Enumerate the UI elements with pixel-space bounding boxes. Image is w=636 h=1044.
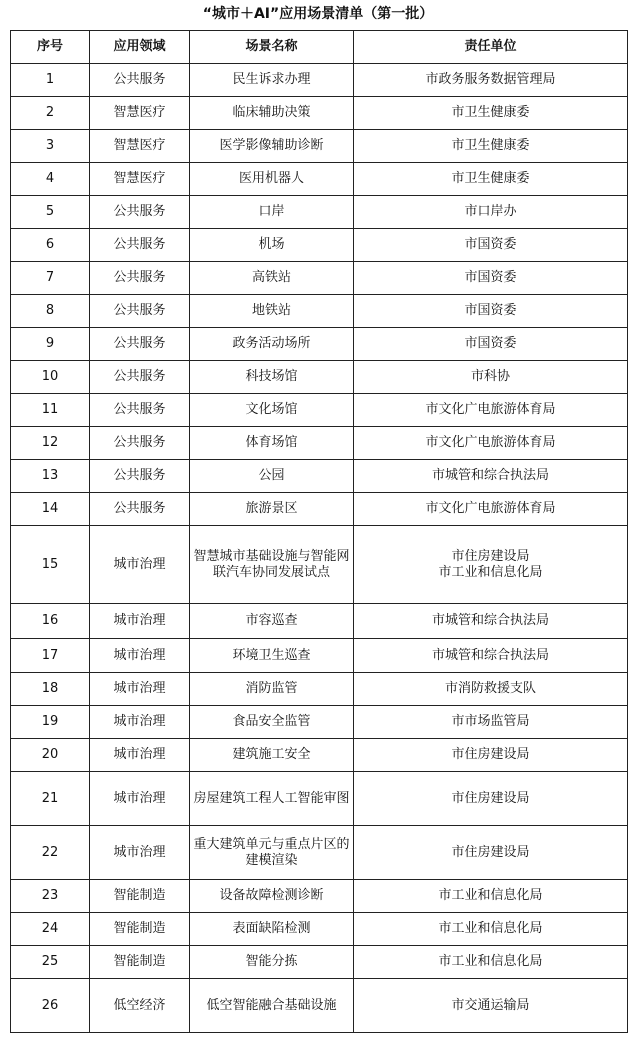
cell-no: 25 [11, 946, 90, 979]
cell-scene: 低空智能融合基础设施 [190, 979, 354, 1033]
cell-scene: 科技场馆 [190, 361, 354, 394]
cell-field: 公共服务 [90, 361, 190, 394]
cell-field: 公共服务 [90, 328, 190, 361]
cell-field: 公共服务 [90, 262, 190, 295]
cell-unit: 市交通运输局 [354, 979, 628, 1033]
cell-field: 城市治理 [90, 673, 190, 706]
table-row [11, 262, 628, 295]
cell-unit: 市城管和综合执法局 [354, 460, 628, 493]
cell-no: 22 [11, 826, 90, 880]
table-row [11, 493, 628, 526]
cell-field: 城市治理 [90, 526, 190, 604]
cell-scene: 建筑施工安全 [190, 739, 354, 772]
cell-no: 16 [11, 604, 90, 639]
cell-scene: 地铁站 [190, 295, 354, 328]
table-row [11, 526, 628, 604]
cell-unit: 市政务服务数据管理局 [354, 64, 628, 97]
cell-field: 城市治理 [90, 604, 190, 639]
cell-unit: 市卫生健康委 [354, 163, 628, 196]
cell-scene: 房屋建筑工程人工智能审图 [190, 772, 354, 826]
cell-field: 智能制造 [90, 913, 190, 946]
table-row [11, 196, 628, 229]
cell-unit: 市住房建设局 [354, 772, 628, 826]
cell-field: 城市治理 [90, 772, 190, 826]
table-row [11, 295, 628, 328]
cell-no: 13 [11, 460, 90, 493]
cell-field: 智能制造 [90, 946, 190, 979]
cell-scene: 机场 [190, 229, 354, 262]
cell-unit: 市口岸办 [354, 196, 628, 229]
table-row [11, 394, 628, 427]
cell-unit: 市文化广电旅游体育局 [354, 427, 628, 460]
table-row [11, 826, 628, 880]
cell-scene: 医用机器人 [190, 163, 354, 196]
cell-field: 城市治理 [90, 639, 190, 673]
cell-field: 智慧医疗 [90, 130, 190, 163]
cell-scene: 旅游景区 [190, 493, 354, 526]
header-field: 应用领域 [90, 31, 190, 64]
table-row [11, 772, 628, 826]
cell-field: 公共服务 [90, 460, 190, 493]
cell-no: 17 [11, 639, 90, 673]
table-row [11, 427, 628, 460]
cell-no: 23 [11, 880, 90, 913]
cell-no: 2 [11, 97, 90, 130]
header-no: 序号 [11, 31, 90, 64]
cell-unit: 市消防救援支队 [354, 673, 628, 706]
table-row [11, 673, 628, 706]
table-header-row [11, 31, 628, 64]
cell-unit: 市城管和综合执法局 [354, 604, 628, 639]
cell-field: 城市治理 [90, 826, 190, 880]
cell-no: 24 [11, 913, 90, 946]
table-row [11, 913, 628, 946]
table-row [11, 64, 628, 97]
cell-no: 11 [11, 394, 90, 427]
cell-field: 公共服务 [90, 196, 190, 229]
cell-no: 6 [11, 229, 90, 262]
cell-unit: 市工业和信息化局 [354, 946, 628, 979]
table-row [11, 163, 628, 196]
cell-field: 公共服务 [90, 394, 190, 427]
scenario-table [10, 30, 628, 1033]
cell-scene: 市容巡查 [190, 604, 354, 639]
cell-no: 20 [11, 739, 90, 772]
cell-field: 智能制造 [90, 880, 190, 913]
cell-unit: 市市场监管局 [354, 706, 628, 739]
cell-no: 3 [11, 130, 90, 163]
cell-no: 21 [11, 772, 90, 826]
cell-field: 公共服务 [90, 64, 190, 97]
cell-scene: 临床辅助决策 [190, 97, 354, 130]
cell-unit: 市住房建设局 [354, 739, 628, 772]
cell-no: 8 [11, 295, 90, 328]
cell-no: 15 [11, 526, 90, 604]
table-row [11, 97, 628, 130]
cell-unit: 市文化广电旅游体育局 [354, 394, 628, 427]
cell-scene: 智慧城市基础设施与智能网联汽车协同发展试点 [190, 526, 354, 604]
header-scene: 场景名称 [190, 31, 354, 64]
cell-no: 18 [11, 673, 90, 706]
cell-no: 4 [11, 163, 90, 196]
cell-field: 公共服务 [90, 295, 190, 328]
cell-unit: 市国资委 [354, 229, 628, 262]
cell-field: 低空经济 [90, 979, 190, 1033]
cell-unit: 市卫生健康委 [354, 130, 628, 163]
cell-field: 城市治理 [90, 706, 190, 739]
cell-no: 19 [11, 706, 90, 739]
table-row [11, 328, 628, 361]
table-row [11, 880, 628, 913]
cell-field: 智慧医疗 [90, 163, 190, 196]
cell-field: 公共服务 [90, 427, 190, 460]
cell-unit: 市国资委 [354, 262, 628, 295]
cell-unit: 市工业和信息化局 [354, 913, 628, 946]
table-row [11, 460, 628, 493]
cell-scene: 高铁站 [190, 262, 354, 295]
cell-no: 7 [11, 262, 90, 295]
cell-unit: 市卫生健康委 [354, 97, 628, 130]
cell-scene: 体育场馆 [190, 427, 354, 460]
table-row [11, 130, 628, 163]
table-row [11, 361, 628, 394]
cell-no: 5 [11, 196, 90, 229]
cell-no: 9 [11, 328, 90, 361]
table-body [11, 64, 628, 1033]
header-unit: 责任单位 [354, 31, 628, 64]
cell-scene: 环境卫生巡查 [190, 639, 354, 673]
cell-scene: 食品安全监管 [190, 706, 354, 739]
cell-scene: 政务活动场所 [190, 328, 354, 361]
cell-scene: 口岸 [190, 196, 354, 229]
cell-field: 智慧医疗 [90, 97, 190, 130]
cell-no: 10 [11, 361, 90, 394]
cell-no: 12 [11, 427, 90, 460]
page-title: “城市＋AI”应用场景清单（第一批） [202, 6, 434, 22]
cell-scene: 民生诉求办理 [190, 64, 354, 97]
table-row [11, 979, 628, 1033]
cell-field: 城市治理 [90, 739, 190, 772]
cell-scene: 重大建筑单元与重点片区的建模渲染 [190, 826, 354, 880]
cell-no: 26 [11, 979, 90, 1033]
table-row [11, 739, 628, 772]
table-row [11, 639, 628, 673]
cell-unit: 市国资委 [354, 328, 628, 361]
table-row [11, 604, 628, 639]
cell-unit: 市住房建设局 [354, 826, 628, 880]
cell-unit: 市城管和综合执法局 [354, 639, 628, 673]
cell-scene: 公园 [190, 460, 354, 493]
cell-scene: 消防监管 [190, 673, 354, 706]
cell-unit: 市科协 [354, 361, 628, 394]
cell-unit: 市文化广电旅游体育局 [354, 493, 628, 526]
cell-scene: 设备故障检测诊断 [190, 880, 354, 913]
table-row [11, 946, 628, 979]
cell-unit: 市工业和信息化局 [354, 880, 628, 913]
cell-unit: 市国资委 [354, 295, 628, 328]
cell-field: 公共服务 [90, 229, 190, 262]
table-row [11, 706, 628, 739]
cell-field: 公共服务 [90, 493, 190, 526]
cell-scene: 文化场馆 [190, 394, 354, 427]
cell-unit: 市住房建设局 市工业和信息化局 [354, 526, 628, 604]
table-row [11, 229, 628, 262]
cell-no: 1 [11, 64, 90, 97]
cell-scene: 表面缺陷检测 [190, 913, 354, 946]
cell-scene: 医学影像辅助诊断 [190, 130, 354, 163]
cell-no: 14 [11, 493, 90, 526]
cell-scene: 智能分拣 [190, 946, 354, 979]
